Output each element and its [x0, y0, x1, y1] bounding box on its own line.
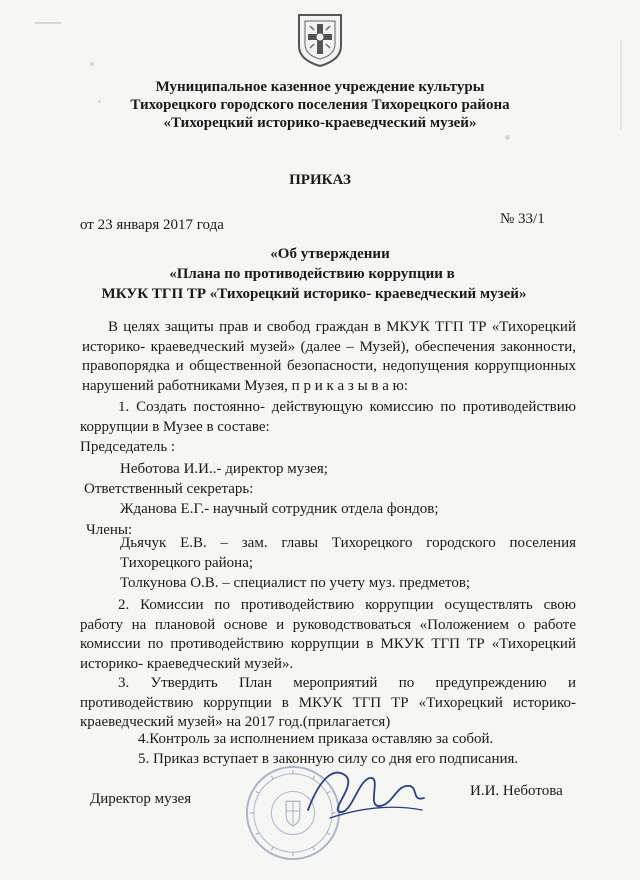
intro-paragraph: В целях защиты прав и свобод граждан в МКУК ТГП ТР «Тихорецкий историко- краеведческий музей» (далее – Музей), обеспечения законности, правопорядка и общественной безопасности, недопущения коррупционных нарушений работниками Музея, п р и к а з ы в а ю: — [82, 319, 576, 394]
org-name-line-3: «Тихорецкий историко-краеведческий музей» — [163, 115, 477, 131]
scan-mark — [90, 62, 94, 66]
document-title: ПРИКАЗ — [289, 172, 351, 188]
member-2: Толкунова О.В. – специалист по учету муз. предметов; — [120, 575, 471, 591]
members-label: Члены: — [86, 522, 133, 538]
item-5: 5. Приказ вступает в законную силу со дня его подписания. — [138, 751, 519, 767]
org-name-line-1: Муниципальное казенное учреждение культуры — [155, 79, 485, 95]
subject-line-1: «Об утверждении — [270, 246, 390, 262]
scan-mark — [505, 135, 510, 140]
director-signature — [300, 758, 430, 828]
order-number: № 33/1 — [500, 211, 545, 227]
item-1: 1. Создать постоянно- действующую комиссию по противодействию коррупции в Музее в составе: — [80, 399, 576, 435]
secretary-label: Ответственный секретарь: — [84, 481, 254, 497]
signature-position: Директор музея — [90, 791, 192, 807]
subject-line-2: «Плана по противодействию коррупции в — [169, 266, 455, 282]
chair-member: Неботова И.И..- директор музея; — [120, 461, 328, 477]
signature-name: И.И. Неботова — [470, 783, 563, 799]
item-3: 3. Утвердить План мероприятий по предупреждению и противодействию коррупции в МКУК ТГП ТР «Тихорецкий историко- краеведческий музей» на 2017 год.(прилагается) — [80, 675, 576, 730]
org-name-line-2: Тихорецкого городского поселения Тихорецкого района — [130, 97, 510, 113]
scan-mark — [35, 22, 61, 24]
item-4: 4.Контроль за исполнением приказа оставляю за собой. — [138, 731, 494, 747]
chair-label: Председатель : — [80, 439, 176, 455]
secretary-member: Жданова Е.Г.- научный сотрудник отдела фондов; — [120, 501, 439, 517]
coat-of-arms-icon — [295, 12, 345, 68]
order-date: от 23 января 2017 года — [80, 217, 224, 233]
subject-line-3: МКУК ТГП ТР «Тихорецкий историко- краеведческий музей» — [101, 286, 527, 302]
item-2: 2. Комиссии по противодействию коррупции осуществлять свою работу на плановой основе и руководствоваться «Положением о работе комиссии по противодействию коррупции в МКУК ТГП ТР «Тихорецкий историко- краеведческий музей». — [80, 597, 576, 672]
member-1: Дьячук Е.В. – зам. главы Тихорецкого городского поселения Тихорецкого района; — [120, 535, 576, 571]
